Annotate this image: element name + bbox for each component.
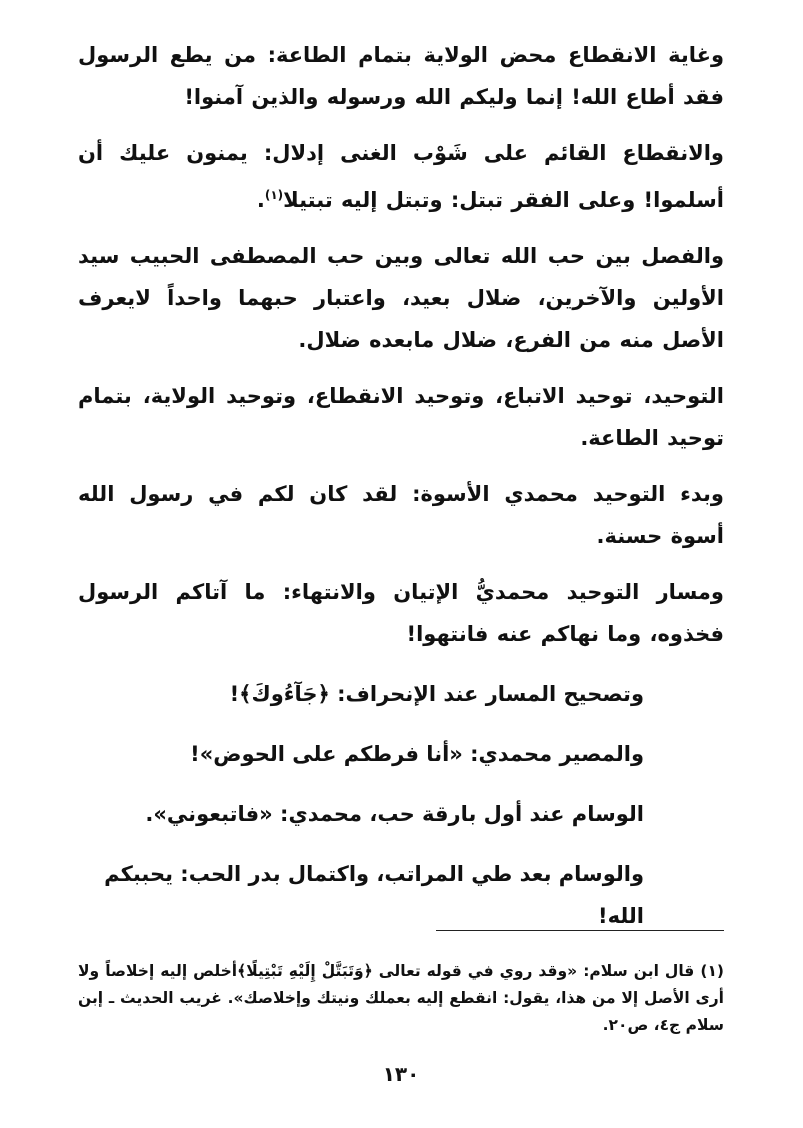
footnote-text: (١) قال ابن سلام: «وقد روي في قوله تعالى ﴿وَتَبَتَّلْ إِلَيْهِ تَبْتِيلًا﴾أخلص إليه إخلاصاً ولا أرى الأصل إلا من هذا، يقول: انقطع إليه بعملك ونيتك وإخلاصك». غريب الحديث ـ إبن سلام ج٤، ص٢٠. bbox=[78, 961, 724, 1034]
footnote-marker[interactable]: (١) bbox=[264, 188, 284, 202]
line-3: الوسام عند أول بارقة حب، محمدي: «فاتبعوني». bbox=[145, 802, 644, 826]
paragraph-6: ومسار التوحيد محمديُّ الإتيان والانتهاء: ما آتاكم الرسول فخذوه، وما نهاكم عنه فانتهوا! bbox=[78, 580, 724, 646]
paragraph-4: التوحيد، توحيد الاتباع، وتوحيد الانقطاع، وتوحيد الولاية، بتمام توحيد الطاعة. bbox=[78, 384, 724, 450]
footnote-divider bbox=[436, 930, 724, 931]
paragraph-3: والفصل بين حب الله تعالى وبين حب المصطفى الحبيب سيد الأولين والآخرين، ضلال بعيد، واعتبار حبهما واحداً لايعرف الأصل منه من الفرع، ضلال مابعده ضلال. bbox=[78, 244, 724, 352]
paragraph-1: وغاية الانقطاع محض الولاية بتمام الطاعة: من يطع الرسول فقد أطاع الله! إنما وليكم الله ورسوله والذين آمنوا! bbox=[78, 43, 724, 109]
paragraph-2 bbox=[78, 132, 724, 221]
line-1: وتصحيح المسار عند الإنحراف: ﴿جَآءُوكَ﴾! bbox=[229, 682, 644, 706]
page-number: ١٣٠ bbox=[382, 1062, 420, 1086]
paragraph-2-end: . bbox=[256, 188, 265, 212]
line-4: والوسام بعد طي المراتب، واكتمال بدر الحب: يحببكم الله! bbox=[104, 862, 644, 928]
line-2: والمصير محمدي: «أنا فرطكم على الحوض»! bbox=[190, 742, 644, 766]
paragraph-2-text: والانقطاع القائم على شَوْب الغنى إدلال: يمنون عليك أن أسلموا! وعلى الفقر تبتل: وتبتل إليه تبتيلا bbox=[78, 141, 724, 212]
page-body bbox=[78, 34, 724, 1094]
paragraph-5: وبدء التوحيد محمدي الأسوة: لقد كان لكم في رسول الله أسوة حسنة. bbox=[78, 482, 724, 548]
